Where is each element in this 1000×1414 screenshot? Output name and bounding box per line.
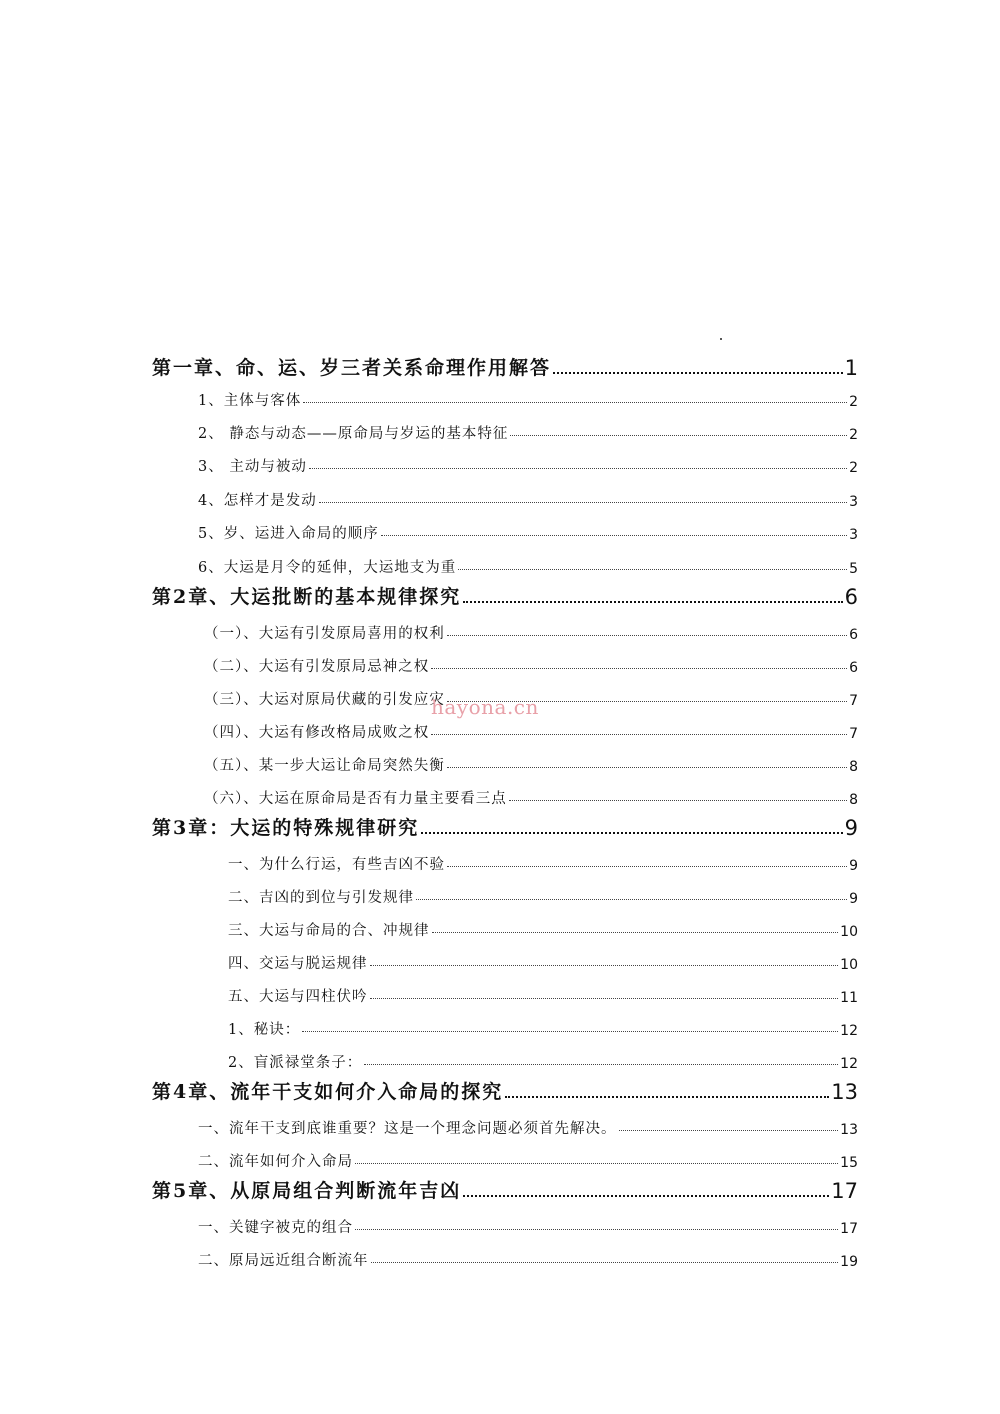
toc-entry-title: 2、 静态与动态——原命局与岁运的基本特征 xyxy=(198,426,509,442)
toc-section-entry[interactable] xyxy=(152,448,858,476)
toc-chapter-entry[interactable] xyxy=(152,581,858,609)
toc-chapter-entry[interactable] xyxy=(152,1175,858,1203)
toc-page-number: 2 xyxy=(849,394,858,410)
toc-section-entry[interactable] xyxy=(152,1209,858,1237)
toc-section-entry[interactable] xyxy=(152,549,858,577)
toc-section-entry[interactable] xyxy=(152,912,858,940)
toc-entry-title: 6、大运是月令的延伸，大运地支为重 xyxy=(198,560,457,576)
toc-entry-title: （一）、大运有引发原局喜用的权利 xyxy=(204,626,445,642)
toc-page-number: 19 xyxy=(840,1254,858,1270)
toc-page-number: 6 xyxy=(844,585,858,609)
dot-leader xyxy=(432,932,839,933)
toc-page-number: 7 xyxy=(849,726,858,742)
dot-leader xyxy=(355,1229,838,1230)
toc-section-entry[interactable] xyxy=(152,415,858,443)
toc-page-number: 6 xyxy=(849,627,858,643)
toc-entry-title: 一、流年干支到底谁重要？这是一个理念问题必须首先解决。 xyxy=(198,1121,617,1137)
toc-entry-title: 第5章、从原局组合判断流年吉凶 xyxy=(152,1180,462,1202)
dot-leader xyxy=(319,502,847,503)
dot-leader xyxy=(447,701,847,702)
dot-leader xyxy=(463,601,842,603)
toc-section-entry[interactable] xyxy=(152,615,858,643)
toc-page-number: 17 xyxy=(840,1221,858,1237)
dot-leader xyxy=(510,435,847,436)
toc-page-number: 8 xyxy=(849,792,858,808)
toc-entry-title: 二、吉凶的到位与引发规律 xyxy=(228,890,414,906)
toc-entry-title: 5、岁、运进入命局的顺序 xyxy=(198,526,379,542)
toc-entry-title: 第3章：大运的特殊规律研究 xyxy=(152,817,420,839)
toc-entry-title: 1、主体与客体 xyxy=(198,393,302,409)
toc-section-entry[interactable] xyxy=(152,648,858,676)
dot-leader xyxy=(364,1064,838,1065)
dot-leader xyxy=(355,1163,838,1164)
toc-chapter-entry[interactable] xyxy=(152,1076,858,1104)
toc-page-number: 5 xyxy=(849,561,858,577)
dot-leader xyxy=(370,965,839,966)
toc-section-entry[interactable] xyxy=(152,846,858,874)
toc-section-entry[interactable] xyxy=(152,879,858,907)
toc-section-entry[interactable] xyxy=(152,945,858,973)
toc-section-entry[interactable] xyxy=(152,1011,858,1039)
toc-page-number: 1 xyxy=(844,356,858,380)
toc-page-number: 8 xyxy=(849,759,858,775)
toc-section-entry[interactable] xyxy=(152,681,858,709)
watermark-text: hayona.cn xyxy=(431,695,539,719)
dot-leader xyxy=(553,372,843,374)
dot-leader xyxy=(370,998,839,999)
dot-leader xyxy=(421,832,842,834)
dot-leader xyxy=(447,767,847,768)
toc-entry-title: 3、 主动与被动 xyxy=(198,459,307,475)
toc-chapter-entry[interactable] xyxy=(152,352,858,380)
stray-dot xyxy=(720,338,722,340)
dot-leader xyxy=(381,535,847,536)
dot-leader xyxy=(371,1262,839,1263)
toc-page-number: 2 xyxy=(849,427,858,443)
toc-page-number: 12 xyxy=(840,1023,858,1039)
toc-entry-title: （三）、大运对原局伏藏的引发应灾 xyxy=(204,692,445,708)
toc-page-number: 3 xyxy=(849,494,858,510)
toc-page-number: 2 xyxy=(849,460,858,476)
dot-leader xyxy=(458,569,847,570)
toc-entry-title: 一、为什么行运，有些吉凶不验 xyxy=(228,857,445,873)
toc-entry-title: 2、盲派禄堂条子： xyxy=(228,1055,363,1071)
toc-page-number: 13 xyxy=(840,1122,858,1138)
toc-entry-title: 二、原局远近组合断流年 xyxy=(198,1253,369,1269)
toc-entry-title: （二）、大运有引发原局忌神之权 xyxy=(204,659,430,675)
toc-section-entry[interactable] xyxy=(152,978,858,1006)
toc-page-number: 12 xyxy=(840,1056,858,1072)
dot-leader xyxy=(447,866,847,867)
dot-leader xyxy=(302,1031,838,1032)
dot-leader xyxy=(619,1130,839,1131)
toc-section-entry[interactable] xyxy=(152,1143,858,1171)
toc-entry-title: 二、流年如何介入命局 xyxy=(198,1154,353,1170)
dot-leader xyxy=(505,1096,829,1098)
toc-entry-title: 第2章、大运批断的基本规律探究 xyxy=(152,586,462,608)
dot-leader xyxy=(431,734,847,735)
toc-page-number: 9 xyxy=(849,858,858,874)
toc-page-number: 17 xyxy=(831,1179,858,1203)
toc-chapter-entry[interactable] xyxy=(152,812,858,840)
toc-section-entry[interactable] xyxy=(152,1044,858,1072)
toc-section-entry[interactable] xyxy=(152,714,858,742)
toc-entry-title: （四）、大运有修改格局成败之权 xyxy=(204,725,430,741)
toc-page-number: 10 xyxy=(840,924,858,940)
toc-page-number: 15 xyxy=(840,1155,858,1171)
toc-page-number: 3 xyxy=(849,527,858,543)
toc-entry-title: （五）、某一步大运让命局突然失衡 xyxy=(204,758,445,774)
toc-entry-title: 第4章、流年干支如何介入命局的探究 xyxy=(152,1081,504,1103)
dot-leader xyxy=(431,668,847,669)
toc-page-number: 13 xyxy=(831,1080,858,1104)
toc-entry-title: （六）、大运在原命局是否有力量主要看三点 xyxy=(204,791,507,807)
toc-section-entry[interactable] xyxy=(152,515,858,543)
toc-entry-title: 三、大运与命局的合、冲规律 xyxy=(228,923,430,939)
toc-page-number: 7 xyxy=(849,693,858,709)
toc-entry-title: 4、怎样才是发动 xyxy=(198,493,317,509)
toc-entry-title: 五、大运与四柱伏吟 xyxy=(228,989,368,1005)
toc-section-entry[interactable] xyxy=(152,1242,858,1270)
toc-page-number: 9 xyxy=(844,816,858,840)
toc-section-entry[interactable] xyxy=(152,1110,858,1138)
toc-section-entry[interactable] xyxy=(152,780,858,808)
toc-entry-title: 一、关键字被克的组合 xyxy=(198,1220,353,1236)
dot-leader xyxy=(309,468,847,469)
toc-entry-title: 第一章、命、运、岁三者关系命理作用解答 xyxy=(152,357,552,379)
toc-entry-title: 1、秘诀： xyxy=(228,1022,301,1038)
toc-page-number: 11 xyxy=(840,990,858,1006)
toc-section-entry[interactable] xyxy=(152,747,858,775)
dot-leader xyxy=(303,402,847,403)
toc-section-entry[interactable] xyxy=(152,382,858,410)
toc-page-number: 6 xyxy=(849,660,858,676)
toc-entry-title: 四、交运与脱运规律 xyxy=(228,956,368,972)
dot-leader xyxy=(416,899,847,900)
dot-leader xyxy=(447,635,847,636)
toc-page-number: 9 xyxy=(849,891,858,907)
dot-leader xyxy=(509,800,847,801)
toc-section-entry[interactable] xyxy=(152,482,858,510)
toc-page-number: 10 xyxy=(840,957,858,973)
dot-leader xyxy=(463,1195,829,1197)
